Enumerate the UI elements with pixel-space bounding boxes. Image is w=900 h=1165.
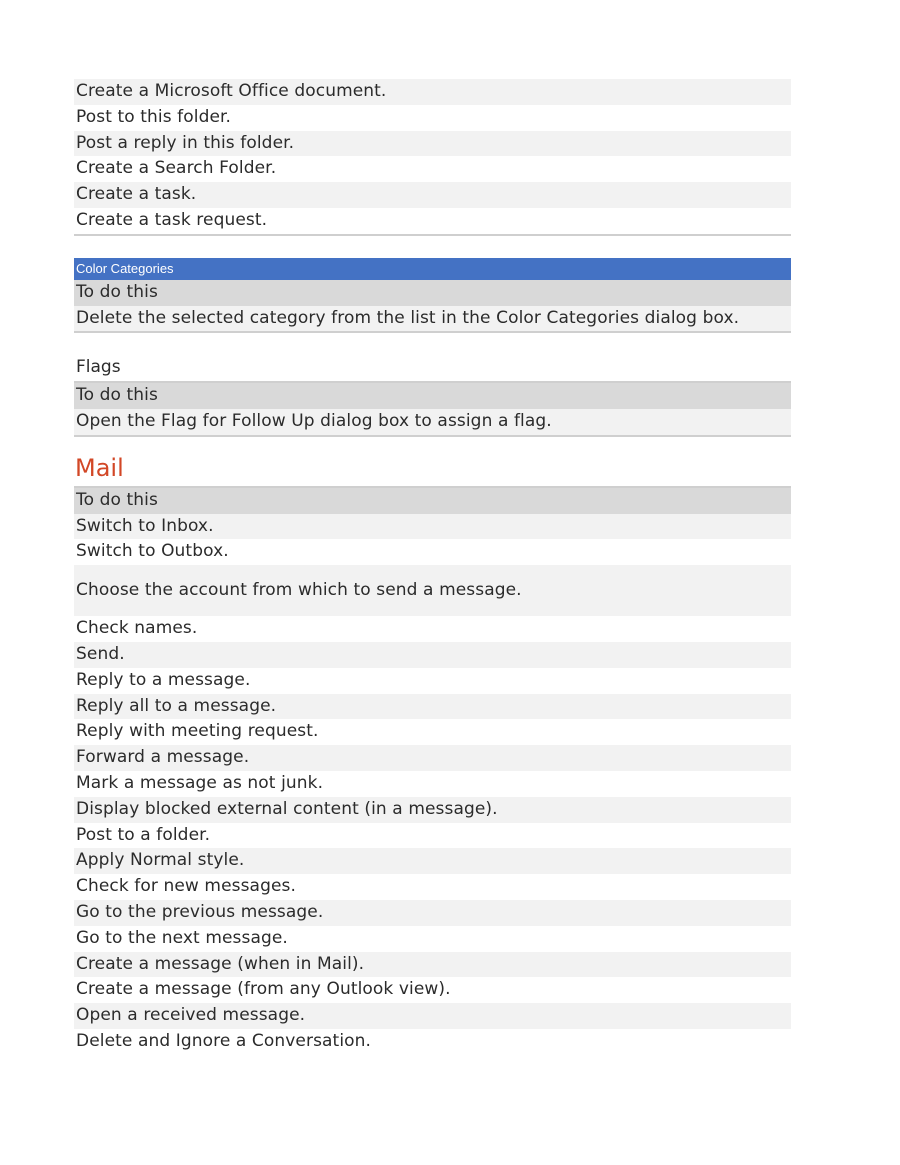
table-row: Post to a folder. [76, 824, 211, 845]
table-row: Create a Microsoft Office document. [74, 79, 791, 105]
table-row: Create a task. [74, 182, 791, 208]
table-header: To do this [74, 280, 791, 306]
table-header: To do this [74, 486, 791, 514]
table-row: Switch to Inbox. [74, 514, 791, 540]
table-row: Check names. [76, 618, 198, 639]
table-row: Post a reply in this folder. [74, 131, 791, 157]
table-row: Create a Search Folder. [76, 158, 277, 179]
table-row: Mark a message as not junk. [76, 772, 324, 793]
color-categories-table [74, 258, 791, 334]
table-row: Go to the next message. [76, 927, 288, 948]
table-row: Send. [74, 642, 791, 668]
section-banner: Color Categories [74, 258, 791, 280]
table-row: Choose the account from which to send a message. [74, 565, 791, 616]
table-row: Display blocked external content (in a message). [74, 797, 791, 823]
table-row: Reply to a message. [76, 669, 251, 690]
table-row: Delete the selected category from the list in the Color Categories dialog box. [74, 306, 791, 334]
table-row: Check for new messages. [76, 876, 296, 897]
table-row: Post to this folder. [76, 106, 232, 127]
table-row: Apply Normal style. [74, 848, 791, 874]
table-row: Go to the previous message. [74, 900, 791, 926]
flags-table [74, 355, 791, 436]
section-heading: Mail [75, 453, 124, 482]
table-header: To do this [74, 381, 791, 409]
table-row: Switch to Outbox. [76, 541, 229, 562]
table-row: Create a task request. [74, 208, 791, 236]
table-row: Forward a message. [74, 745, 791, 771]
table-row: Delete and Ignore a Conversation. [76, 1030, 372, 1051]
top-shortcut-table [74, 79, 791, 236]
section-title: Flags [76, 357, 121, 378]
document-page [74, 79, 791, 1055]
table-row: Open the Flag for Follow Up dialog box to assign a flag. [74, 409, 791, 437]
table-row: Reply with meeting request. [76, 721, 319, 742]
table-row: Open a received message. [74, 1003, 791, 1029]
table-row: Reply all to a message. [74, 694, 791, 720]
table-row: Create a message (from any Outlook view). [76, 979, 451, 1000]
table-row: Create a message (when in Mail). [74, 952, 791, 978]
mail-table [74, 450, 791, 1055]
